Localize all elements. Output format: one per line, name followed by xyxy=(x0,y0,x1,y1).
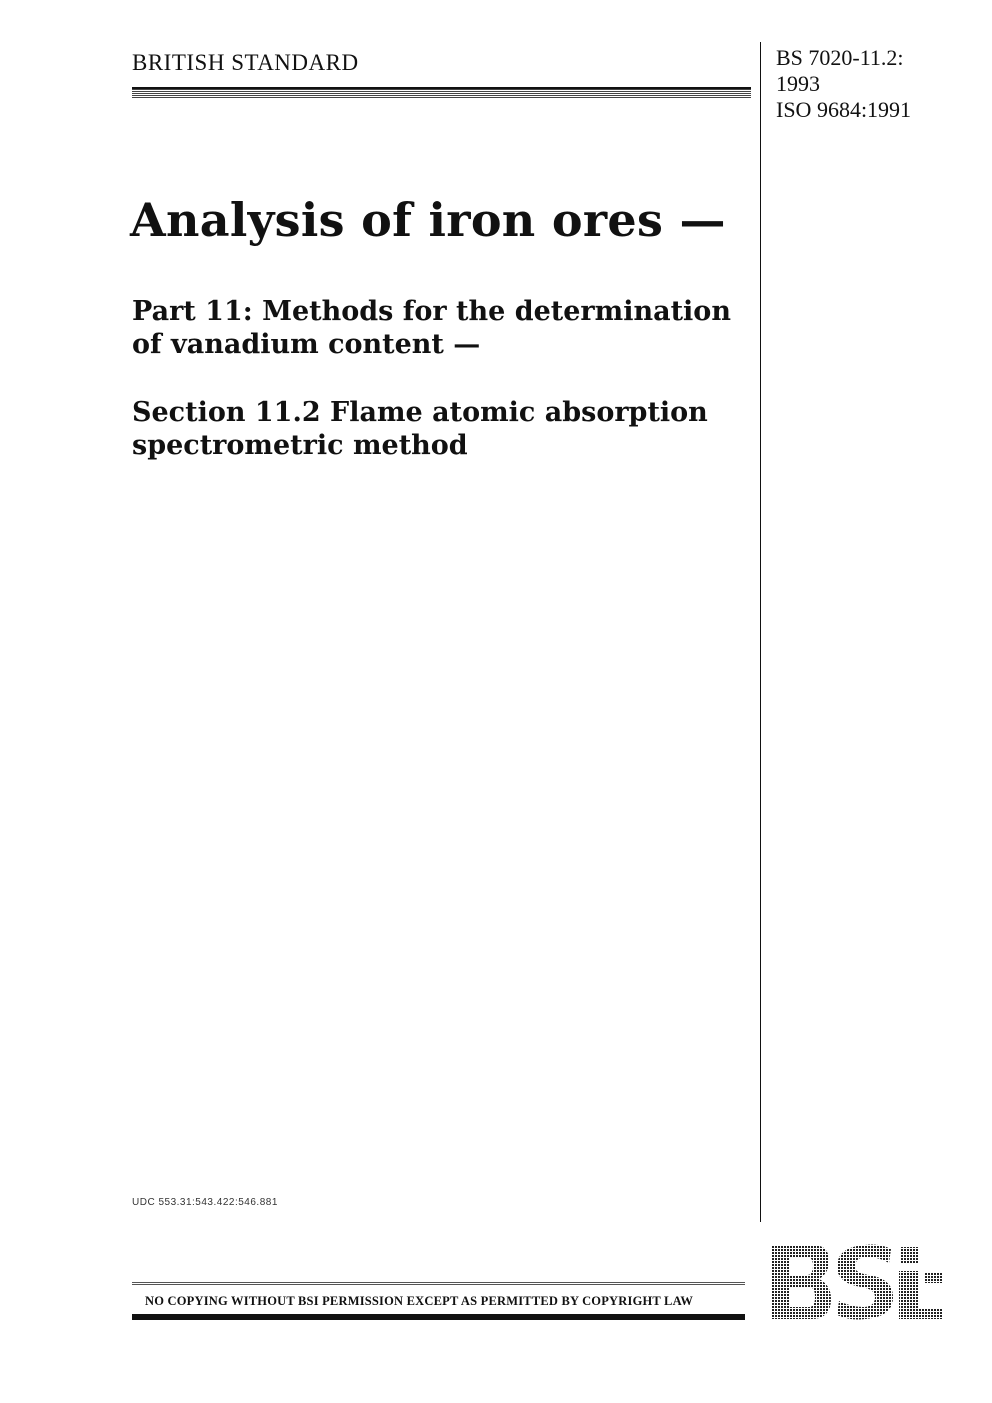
section-title: Section 11.2 Flame atomic absorption spectrometric method xyxy=(132,397,708,461)
part-title: Part 11: Methods for the determination of vanadium content — xyxy=(132,296,731,360)
standard-number: BS 7020-11.2: xyxy=(776,45,904,70)
udc-code: UDC 553.31:543.422:546.881 xyxy=(132,1197,278,1208)
bsi-logo xyxy=(769,1243,945,1321)
header-rule xyxy=(132,87,751,98)
standard-codes xyxy=(776,45,911,123)
standard-year: 1993 xyxy=(776,71,820,96)
iso-number: ISO 9684:1991 xyxy=(776,97,912,122)
footer-rule-bottom xyxy=(132,1314,745,1320)
brand-label: BRITISH STANDARD xyxy=(132,50,359,75)
footer-rule-top xyxy=(132,1282,745,1285)
copyright-notice: NO COPYING WITHOUT BSI PERMISSION EXCEPT AS PERMITTED BY COPYRIGHT LAW xyxy=(145,1294,694,1308)
document-title: Analysis of iron ores — xyxy=(130,193,726,247)
vertical-divider xyxy=(760,42,761,1222)
